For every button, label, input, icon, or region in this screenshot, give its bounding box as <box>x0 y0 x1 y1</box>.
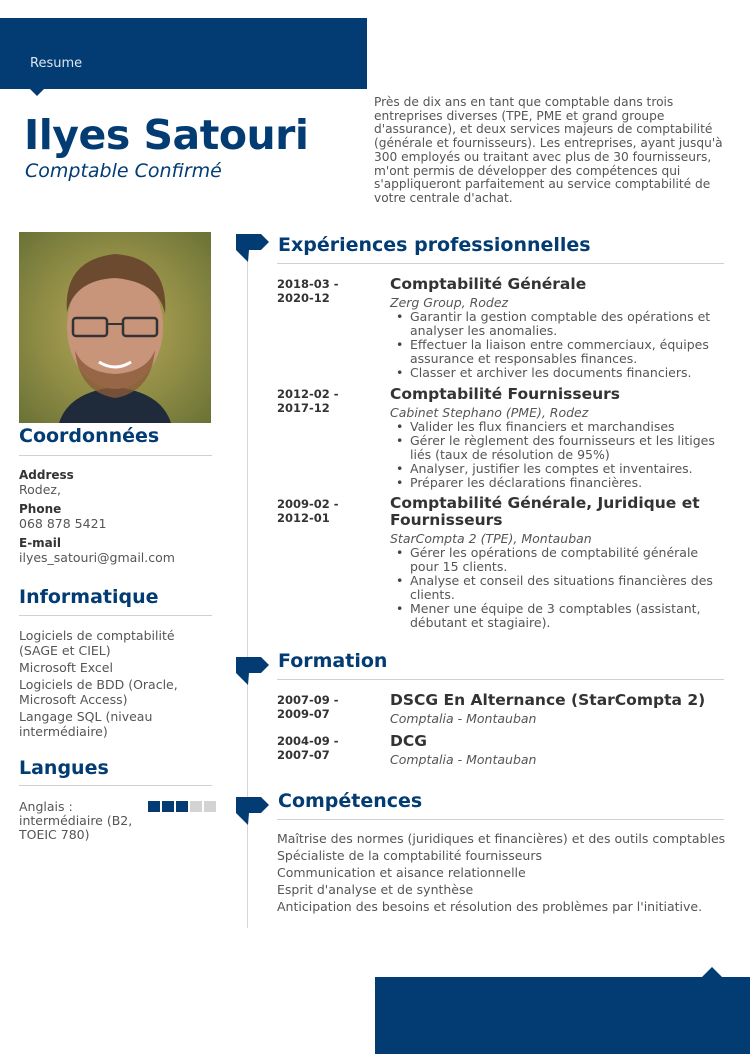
section-flag-icon <box>236 234 269 262</box>
education-date: 2004-09 - 2007-07 <box>277 734 339 762</box>
address-value: Rodez, <box>19 482 61 497</box>
candidate-name: Ilyes Satouri <box>24 111 309 159</box>
level-square-empty <box>190 801 202 812</box>
education-divider <box>277 679 724 680</box>
degree-school: Comptalia - Montauban <box>390 752 537 767</box>
phone-value: 068 878 5421 <box>19 516 107 531</box>
experience-date: 2018-03 - 2020-12 <box>277 277 339 305</box>
skills-divider <box>277 819 724 820</box>
job-bullet: • Classer et archiver les documents financiers. <box>394 366 730 380</box>
it-skill-item: Logiciels de comptabilité (SAGE et CIEL) <box>19 628 175 658</box>
education-date: 2007-09 - 2009-07 <box>277 693 339 721</box>
banner-label: Resume <box>30 56 83 71</box>
job-bullet: • Valider les flux financiers et marchandises <box>394 420 730 434</box>
skill-item: Anticipation des besoins et résolution des problèmes par l'initiative. <box>277 899 703 914</box>
language-level-meter <box>148 801 216 812</box>
job-title: Comptabilité Générale, Juridique et Fournisseurs <box>390 494 700 529</box>
it-skill-item: Microsoft Excel <box>19 660 113 675</box>
experience-item <box>390 495 730 630</box>
skills-heading: Compétences <box>278 790 423 812</box>
person-portrait-icon <box>19 232 211 423</box>
job-title: Comptabilité Générale <box>390 275 587 293</box>
email-value: ilyes_satouri@gmail.com <box>19 550 175 565</box>
it-skill-item: Logiciels de BDD (Oracle, Microsoft Access) <box>19 677 178 707</box>
section-flag-icon <box>236 657 269 685</box>
job-bullet: • Gérer le règlement des fournisseurs et les litiges liés (taux de résolution de 95%) <box>394 434 730 462</box>
level-square-filled <box>148 801 160 812</box>
job-bullet: • Effectuer la liaison entre commerciaux, équipes assurance et responsables finances. <box>394 338 730 366</box>
section-flag-icon <box>236 797 269 825</box>
languages-heading: Langues <box>19 757 109 779</box>
contact-heading: Coordonnées <box>19 425 160 447</box>
job-bullets <box>394 420 730 490</box>
it-skill-item: Langage SQL (niveau intermédiaire) <box>19 709 153 739</box>
job-bullet: • Préparer les déclarations financières. <box>394 476 730 490</box>
level-square-filled <box>176 801 188 812</box>
level-square-empty <box>204 801 216 812</box>
skill-item: Communication et aisance relationnelle <box>277 865 526 880</box>
level-square-filled <box>162 801 174 812</box>
job-company: Cabinet Stephano (PME), Rodez <box>390 405 589 420</box>
timeline-line <box>247 260 248 928</box>
job-bullet: • Garantir la gestion comptable des opérations et analyser les anomalies. <box>394 310 730 338</box>
experience-item <box>390 386 730 490</box>
degree-school: Comptalia - Montauban <box>390 711 537 726</box>
experience-divider <box>277 263 724 264</box>
job-company: StarCompta 2 (TPE), Montauban <box>390 531 592 546</box>
skill-item: Esprit d'analyse et de synthèse <box>277 882 474 897</box>
job-title: Comptabilité Fournisseurs <box>390 385 620 403</box>
education-item <box>390 733 730 767</box>
banner-notch-icon <box>30 89 44 96</box>
email-label: E-mail <box>19 536 62 550</box>
job-bullet: • Mener une équipe de 3 comptables (assistant, débutant et stagiaire). <box>394 602 730 630</box>
degree-title: DSCG En Alternance (StarCompta 2) <box>390 691 706 709</box>
languages-divider <box>19 785 212 786</box>
candidate-job-title: Comptable Confirmé <box>25 160 222 182</box>
job-bullet: • Gérer les opérations de comptabilité générale pour 15 clients. <box>394 546 730 574</box>
profile-photo <box>19 232 211 423</box>
language-item-label: Anglais : intermédiaire (B2, TOEIC 780) <box>19 799 133 842</box>
it-heading: Informatique <box>19 586 159 608</box>
education-item <box>390 692 730 726</box>
job-company: Zerg Group, Rodez <box>390 295 509 310</box>
job-bullet: • Analyse et conseil des situations financières des clients. <box>394 574 730 602</box>
address-label: Address <box>19 468 74 482</box>
experience-date: 2012-02 - 2017-12 <box>277 387 339 415</box>
job-bullets <box>394 310 730 380</box>
experience-item <box>390 276 730 380</box>
job-bullets <box>394 546 730 630</box>
experience-heading: Expériences professionnelles <box>278 234 591 256</box>
experience-date: 2009-02 - 2012-01 <box>277 497 339 525</box>
top-banner <box>0 18 367 89</box>
contact-divider <box>19 455 212 456</box>
it-skills-list <box>19 628 199 741</box>
phone-label: Phone <box>19 502 62 516</box>
it-divider <box>19 615 212 616</box>
skill-item: Spécialiste de la comptabilité fournisseurs <box>277 848 542 863</box>
degree-title: DCG <box>390 732 427 750</box>
skill-item: Maîtrise des normes (juridiques et financières) et des outils comptables <box>277 831 726 846</box>
banner-notch-icon <box>702 967 722 977</box>
profile-summary: Près de dix ans en tant que comptable dans trois entreprises diverses (TPE, PME et grand groupe d'assurance), et deux services majeurs de comptabilité (générale et fournisseurs). Les entreprises, ayant jusqu'à 300 employés ou traitant avec plus de 30 fournisseurs, m'ont permis de développer des compétences qui s'appliqueront parfaitement au service comptabilité de votre centrale d'achat. <box>374 95 723 205</box>
job-bullet: • Analyser, justifier les comptes et inventaires. <box>394 462 730 476</box>
bottom-banner <box>375 977 750 1054</box>
education-heading: Formation <box>278 650 388 672</box>
skills-list <box>277 832 727 917</box>
